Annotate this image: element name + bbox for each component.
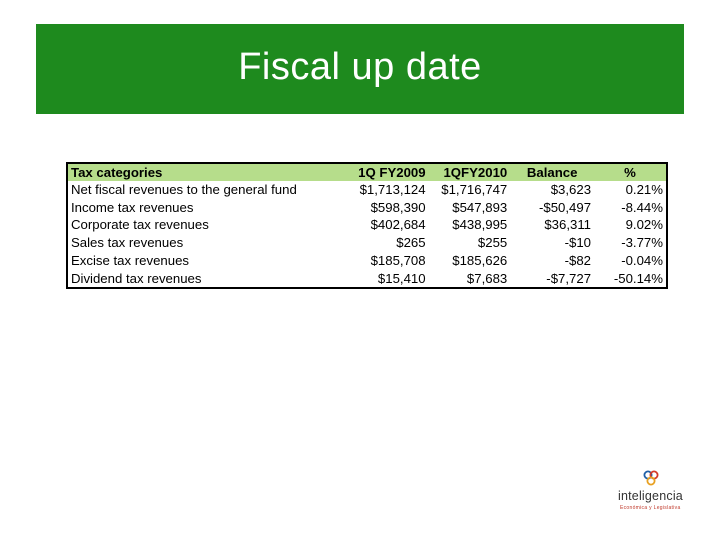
cell-percent: 9.02% [625,217,663,233]
slide-title: Fiscal up date [238,45,482,88]
table-row [68,199,666,217]
table-row [68,234,666,252]
cell-balance: -$82 [564,252,592,268]
cell-fy2009: $598,390 [370,199,426,215]
header-1q-fy2010: 1QFY2010 [443,165,508,180]
table-row [68,181,666,199]
cell-fy2010: $7,683 [466,270,508,286]
interlocking-rings-icon [642,470,660,488]
logo-wordmark: inteligencia [618,489,683,503]
cell-fy2010: $1,716,747 [441,182,508,197]
cell-fy2010: $255 [477,235,508,251]
cell-fy2009: $265 [396,235,426,251]
table-header-row [68,164,666,181]
cell-category: Income tax revenues [71,199,194,215]
header-tax-categories: Tax categories [71,165,163,180]
cell-percent: 0.21% [625,182,663,197]
cell-percent: -8.44% [621,199,663,215]
cell-balance: -$7,727 [546,270,592,286]
table-row [68,252,666,270]
cell-fy2009: $185,708 [370,252,426,268]
cell-percent: -50.14% [613,270,663,286]
fiscal-table-container [66,162,668,289]
cell-percent: -3.77% [621,235,663,251]
table-row [68,216,666,234]
cell-category: Excise tax revenues [71,252,190,268]
cell-percent: -0.04% [621,252,663,268]
cell-category: Sales tax revenues [71,235,184,251]
fiscal-table [68,164,666,287]
cell-balance: -$10 [564,235,592,251]
cell-balance: -$50,497 [538,199,592,215]
cell-balance: $3,623 [550,182,592,197]
header-balance: Balance [526,165,578,180]
cell-fy2010: $547,893 [452,199,508,215]
cell-fy2010: $438,995 [452,217,508,233]
cell-category: Net fiscal revenues to the general fund [71,182,297,197]
cell-balance: $36,311 [544,217,592,233]
title-banner [36,24,684,114]
header-1q-fy2009: 1Q FY2009 [358,165,426,180]
cell-fy2009: $1,713,124 [359,182,426,197]
cell-fy2009: $15,410 [377,270,426,286]
inteligencia-logo [614,470,684,516]
logo-tagline: Económica y Legislativa [620,505,681,511]
cell-category: Dividend tax revenues [71,270,202,286]
cell-category: Corporate tax revenues [71,217,209,233]
header-percent: % [624,165,636,180]
cell-fy2009: $402,684 [370,217,426,233]
cell-fy2010: $185,626 [452,252,508,268]
table-row [68,270,666,288]
